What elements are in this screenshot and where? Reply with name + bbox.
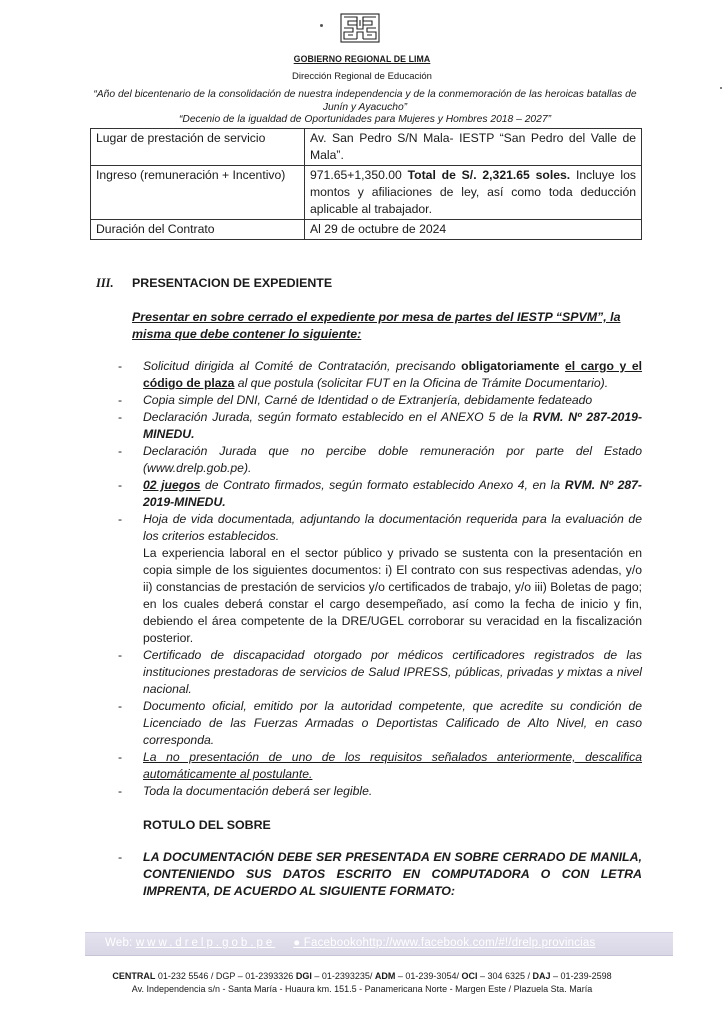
bullet-dash: -: [118, 410, 123, 424]
table-row: [91, 166, 642, 220]
website-link[interactable]: www.drelp.gob.pe: [135, 937, 276, 949]
year-motto: “Año del bicentenario de la consolidación de nuestra independencia y de la conmemoración de las heroicas batallas de Junín y Ayacucho”: [93, 89, 637, 113]
item-text: Solicitud dirigida al Comité de Contratación, precisando: [143, 359, 462, 373]
list-item: [118, 409, 642, 443]
dgi-label: DGI: [295, 971, 312, 981]
item-text: Toda la documentación deberá ser legible.: [143, 784, 373, 798]
row-value: Al 29 de octubre de 2024: [305, 220, 642, 240]
bullet-dash: -: [118, 512, 123, 526]
item-text: La no presentación de uno de los requisitos señalados anteriormente, descalifica automáticamente al postulante.: [143, 750, 642, 781]
row-label: Lugar de prestación de servicio: [91, 129, 305, 166]
table-row: [91, 220, 642, 240]
item-emphasis: RVM. Nº 287-2019-MINEDU.: [143, 478, 642, 509]
gobierno-regional-lima-logo-icon: [340, 13, 380, 43]
item-emphasis: 02 juegos: [143, 478, 201, 492]
item-text: Declaración Jurada, según formato establecido en el ANEXO 5 de la: [143, 410, 533, 424]
bullet-dash: -: [118, 784, 123, 798]
item-text: de Contrato firmados, según formato establecido Anexo 4, en la: [200, 478, 565, 492]
item-text: Documento oficial, emitido por la autoridad competente, que acredite su condición de Licenciado de las Fuerzas Armadas o Deportistas Calificado de Alto Nivel, en caso corresponda.: [143, 699, 642, 747]
daj-label: DAJ: [532, 971, 551, 981]
dgi-phone: – 01-2393235/: [311, 971, 375, 981]
income-amounts: 971.65+1,350.00: [310, 168, 408, 182]
item-emphasis: el cargo y el código de plaza: [143, 359, 643, 390]
decade-motto: “Decenio de la igualdad de Oportunidades para Mujeres y Hombres 2018 – 2027”: [178, 114, 552, 125]
scan-speck: [720, 87, 722, 89]
rotulo-instruction: [118, 849, 642, 900]
oci-phone: – 304 6325 /: [477, 971, 533, 981]
list-item: [118, 511, 642, 647]
experience-note: La experiencia laboral en el sector público y privado se sustenta con la presentación en copia simple de los siguientes documentos: i) El contrato con sus respectivas adendas, y/o ii) constancias de prestación de servicios y/o certificados de trabajo, y/o iii) Boletas de pago; en los cuales deberá constar el cargo desempeñado, así como la fecha de inicio y fin, debiendo el área competente de la DRE/UGEL corroborar su veracidad en la fiscalización posterior.: [143, 546, 642, 645]
list-item: [118, 698, 642, 749]
organization-name: GOBIERNO REGIONAL DE LIMA: [293, 54, 431, 65]
list-item: [118, 392, 642, 409]
phone-line: [0, 970, 724, 983]
daj-phone: – 01-239-2598: [550, 971, 612, 981]
oci-label: OCI: [461, 971, 478, 981]
central-label: CENTRAL: [112, 971, 156, 981]
facebook-link[interactable]: ● Facebookohttp://www.facebook.com/#!/drelp.provincias: [293, 937, 596, 949]
section-number: III.: [96, 276, 114, 290]
item-text: Declaración Jurada que no percibe doble remuneración por parte del Estado (www.drelp.gob.pe).: [143, 444, 642, 475]
item-emphasis: obligatoriamente: [461, 359, 560, 373]
bullet-dash: -: [118, 850, 123, 864]
item-text: Certificado de discapacidad otorgado por médicos certificadores registrados de las instituciones prestadoras de servicios de Salud IPRESS, públicas, privadas y mixtas a nivel nacional.: [143, 648, 642, 696]
list-item: [118, 477, 642, 511]
adm-label: ADM: [374, 971, 396, 981]
bullet-dash: -: [118, 478, 123, 492]
income-total: Total de S/. 2,321.65 soles.: [407, 168, 571, 182]
central-phone: 01-232 5546 / DGP – 01-2393326: [155, 971, 296, 981]
web-links-bar: [85, 932, 673, 956]
bullet-dash: -: [118, 359, 123, 373]
bullet-dash: -: [118, 393, 123, 407]
list-item: [118, 443, 642, 477]
row-label: Ingreso (remuneración + Incentivo): [91, 166, 305, 220]
item-text: Copia simple del DNI, Carné de Identidad o de Extranjería, debidamente fedateado: [143, 393, 593, 407]
row-value: Av. San Pedro S/N Mala- IESTP “San Pedro del Valle de Mala”.: [305, 129, 642, 166]
contract-info-table: [90, 128, 642, 240]
bullet-dash: -: [118, 750, 123, 764]
list-item: [118, 647, 642, 698]
item-text: al que postula (solicitar FUT en la Oficina de Trámite Documentario).: [234, 376, 609, 390]
instruction-text: LA DOCUMENTACIÓN DEBE SER PRESENTADA EN SOBRE CERRADO DE MANILA, CONTENIENDO SUS DATOS ESCRITO EN COMPUTADORA O CON LETRA IMPRENTA, DE ACUERDO AL SIGUIENTE FORMATO:: [143, 850, 642, 898]
list-item: [118, 749, 642, 783]
item-text: Hoja de vida documentada, adjuntando la documentación requerida para la evaluación de los criterios establecidos.: [143, 512, 642, 543]
address-line: Av. Independencia s/n - Santa María - Huaura km. 151.5 - Panamericana Norte - Margen Este / Plazuela Sta. María: [131, 984, 593, 994]
section-title: PRESENTACION DE EXPEDIENTE: [132, 276, 333, 290]
list-item: [118, 783, 642, 800]
row-value: [305, 166, 642, 220]
web-label: Web:: [105, 937, 136, 949]
contact-info: [0, 970, 724, 996]
item-emphasis: RVM. Nº 287-2019-MINEDU.: [143, 410, 642, 441]
list-item: [118, 358, 642, 392]
income-note: Incluye los montos y afiliaciones de ley, así como toda deducción aplicable al trabajador.: [310, 168, 636, 216]
table-row: [91, 129, 642, 166]
rotulo-title: ROTULO DEL SOBRE: [143, 818, 271, 832]
requirements-list: [118, 358, 642, 800]
bullet-dash: -: [118, 699, 123, 713]
adm-phone: – 01-239-3054/: [395, 971, 462, 981]
section-intro: Presentar en sobre cerrado el expediente por mesa de partes del IESTP “SPVM”, la misma que debe contener lo siguiente:: [132, 310, 621, 341]
department-name: Dirección Regional de Educación: [292, 71, 432, 82]
bullet-dash: -: [118, 648, 123, 662]
row-label: Duración del Contrato: [91, 220, 305, 240]
bullet-dash: -: [118, 444, 123, 458]
scan-speck: [320, 24, 323, 27]
